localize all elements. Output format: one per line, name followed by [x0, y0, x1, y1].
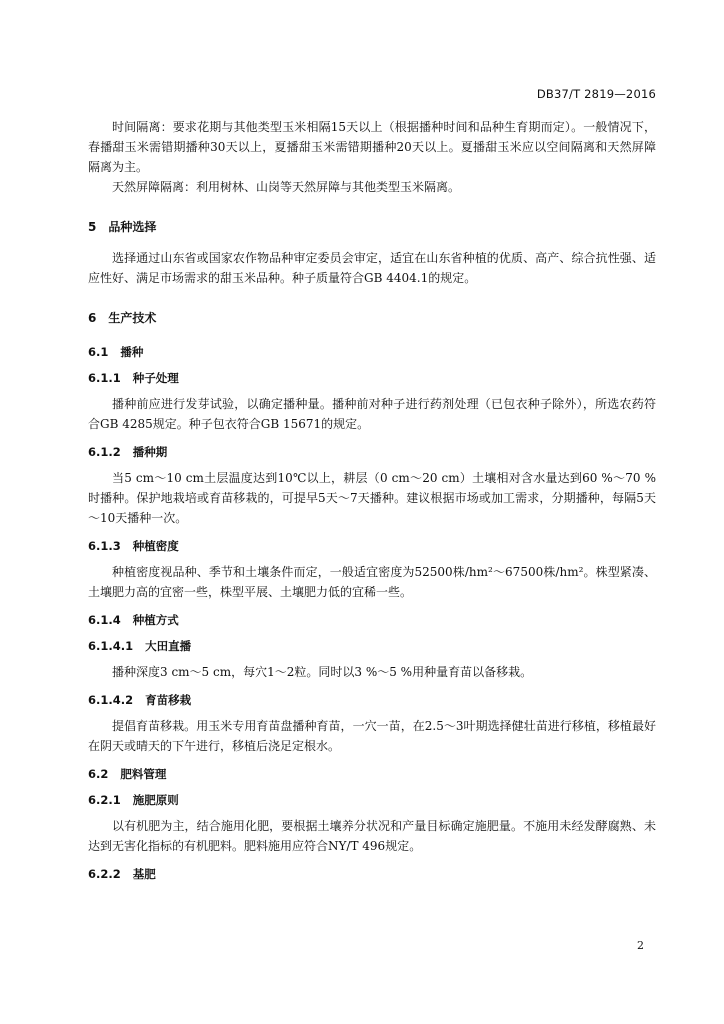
section-title: 种子处理	[132, 371, 179, 385]
section-title: 肥料管理	[120, 767, 167, 781]
paragraph-fertilization-principle: 以有机肥为主，结合施用化肥，要根据土壤养分状况和产量目标确定施肥量。不施用未经发酵腐熟、未达到无害化指标的有机肥料。肥料施用应符合NY/T 496规定。	[88, 819, 656, 853]
section-number: 5	[88, 220, 97, 234]
paragraph-planting-density: 种植密度视品种、季节和土壤条件而定，一般适宜密度为52500株/hm²～67500株/hm²。株型紧凑、土壤肥力高的宜密一些，株型平展、土壤肥力低的宜稀一些。	[88, 565, 656, 599]
paragraph-natural-barrier: 天然屏障隔离：利用树林、山岗等天然屏障与其他类型玉米隔离。	[112, 180, 461, 194]
section-title: 生产技术	[108, 311, 157, 325]
page-number: 2	[637, 939, 644, 952]
section-heading-6-2-2	[88, 864, 656, 884]
document-code: DB37/T 2819—2016	[536, 87, 656, 101]
section-heading-5	[88, 217, 656, 237]
document-body	[88, 117, 656, 884]
section-number: 6.1.4.1	[88, 639, 134, 653]
section-heading-6-1-4-2	[88, 690, 656, 710]
section-title: 种植方式	[132, 613, 179, 627]
section-number: 6	[88, 311, 97, 325]
section-title: 施肥原则	[132, 793, 179, 807]
section-heading-6-1-4-1	[88, 636, 656, 656]
section-number: 6.1	[88, 345, 109, 359]
paragraph-variety-selection: 选择通过山东省或国家农作物品种审定委员会审定，适宜在山东省种植的优质、高产、综合抗性强、适应性好、满足市场需求的甜玉米品种。种子质量符合GB 4404.1的规定。	[88, 251, 656, 285]
section-number: 6.1.2	[88, 445, 121, 459]
section-heading-6-1-1	[88, 368, 656, 388]
section-heading-6-1-2	[88, 442, 656, 462]
section-title: 基肥	[132, 867, 156, 881]
paragraph-direct-seeding: 播种深度3 cm～5 cm，每穴1～2粒。同时以3 %～5 %用种量育苗以备移栽。	[112, 665, 533, 679]
paragraph-seedling-transplant: 提倡育苗移栽。用玉米专用育苗盘播种育苗，一穴一苗，在2.5～3叶期选择健壮苗进行移植，移植最好在阴天或晴天的下午进行，移植后浇足定根水。	[88, 719, 656, 753]
section-number: 6.2.1	[88, 793, 121, 807]
section-number: 6.2	[88, 767, 109, 781]
section-heading-6-1-4	[88, 610, 656, 630]
section-number: 6.1.1	[88, 371, 121, 385]
paragraph-seed-treatment: 播种前应进行发芽试验，以确定播种量。播种前对种子进行药剂处理（已包衣种子除外），所选农药符合GB 4285规定。种子包衣符合GB 15671的规定。	[88, 397, 656, 431]
section-title: 品种选择	[108, 220, 157, 234]
section-heading-6-2-1	[88, 790, 656, 810]
paragraph-time-isolation: 时间隔离：要求花期与其他类型玉米相隔15天以上（根据播种时间和品种生育期而定）。一般情况下，春播甜玉米需错期播种30天以上，夏播甜玉米需错期播种20天以上。夏播甜玉米应以空间隔离和天然屏障隔离为主。	[88, 120, 656, 174]
section-number: 6.2.2	[88, 867, 121, 881]
section-title: 播种期	[132, 445, 168, 459]
section-title: 育苗移栽	[145, 693, 192, 707]
section-title: 种植密度	[132, 539, 179, 553]
section-heading-6-1-3	[88, 536, 656, 556]
section-heading-6-2	[88, 764, 656, 784]
section-title: 播种	[120, 345, 144, 359]
section-title: 大田直播	[145, 639, 192, 653]
section-number: 6.1.4	[88, 613, 121, 627]
section-number: 6.1.4.2	[88, 693, 134, 707]
paragraph-sowing-period: 当5 cm～10 cm土层温度达到10℃以上，耕层（0 cm～20 cm）土壤相对含水量达到60 %～70 %时播种。保护地栽培或育苗移栽的，可提早5天～7天播种。建议根据市场或加工需求，分期播种，每隔5天～10天播种一次。	[88, 471, 656, 525]
section-heading-6	[88, 308, 656, 328]
section-heading-6-1	[88, 342, 656, 362]
section-number: 6.1.3	[88, 539, 121, 553]
